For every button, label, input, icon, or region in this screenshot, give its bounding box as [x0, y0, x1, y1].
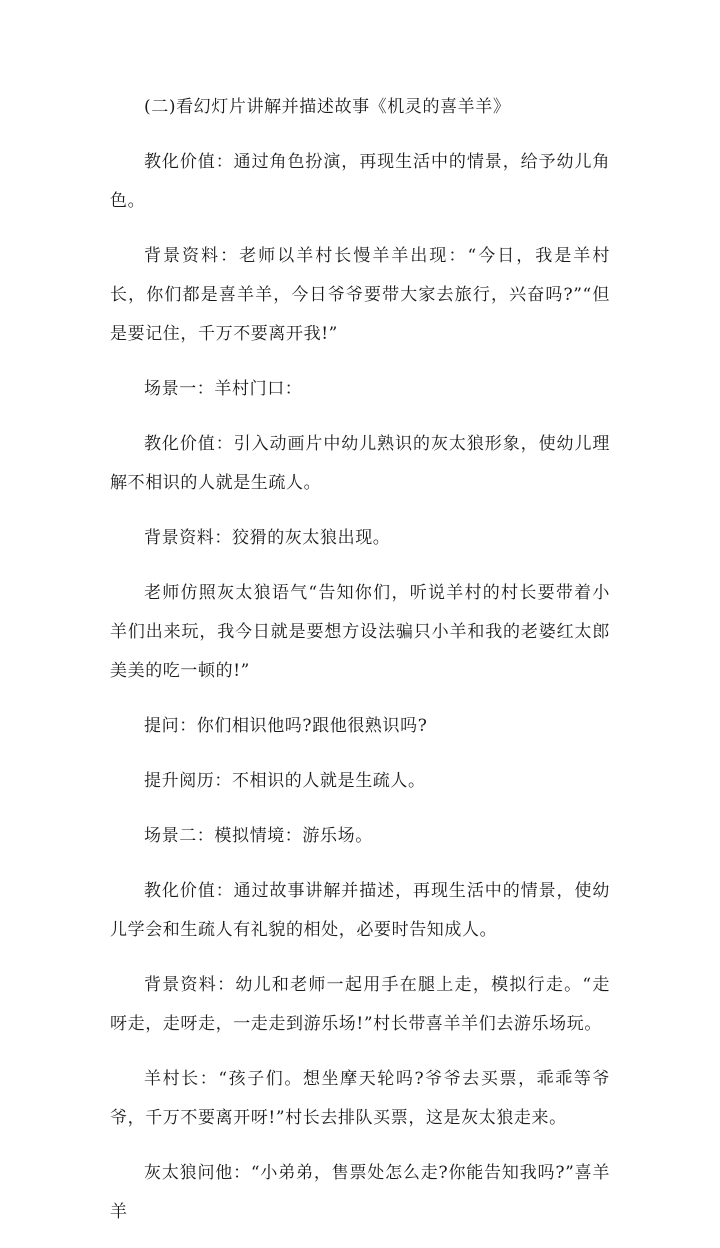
document-body	[110, 88, 610, 1248]
paragraph: 羊村长：“孩子们。想坐摩天轮吗?爷爷去买票，乖乖等爷爷，千万不要离开呀!”村长去排队买票，这是灰太狼走来。	[110, 1069, 610, 1128]
paragraph: 教化价值：通过故事讲解并描述，再现生活中的情景，使幼儿学会和生疏人有礼貌的相处，必要时告知成人。	[110, 881, 610, 940]
paragraph: 灰太狼问他：“小弟弟，售票处怎么走?你能告知我吗?”喜羊羊	[110, 1163, 610, 1222]
paragraph: 背景资料：老师以羊村长慢羊羊出现：“今日，我是羊村长，你们都是喜羊羊，今日爷爷要带大家去旅行，兴奋吗?”“但是要记住，千万不要离开我!”	[110, 246, 610, 344]
scene-heading: 场景二：模拟情境：游乐场。	[144, 826, 373, 846]
scene-heading: 场景一：羊村门口：	[144, 379, 303, 399]
paragraph: 老师仿照灰太狼语气“告知你们，听说羊村的村长要带着小羊们出来玩，我今日就是要想方设法骗只小羊和我的老婆红太郎美美的吃一顿的!”	[110, 583, 610, 681]
paragraph: 教化价值：引入动画片中幼儿熟识的灰太狼形象，使幼儿理解不相识的人就是生疏人。	[110, 434, 610, 493]
paragraph: 提问：你们相识他吗?跟他很熟识吗?	[144, 716, 428, 736]
paragraph: 提升阅历：不相识的人就是生疏人。	[144, 771, 426, 791]
paragraph: 背景资料：狡猾的灰太狼出现。	[144, 528, 391, 548]
section-heading: (二)看幻灯片讲解并描述故事《机灵的喜羊羊》	[144, 97, 511, 117]
paragraph: 教化价值：通过角色扮演，再现生活中的情景，给予幼儿角色。	[110, 152, 610, 211]
paragraph: 背景资料：幼儿和老师一起用手在腿上走，模拟行走。“走呀走，走呀走，一走走到游乐场!”村长带喜羊羊们去游乐场玩。	[110, 975, 610, 1034]
